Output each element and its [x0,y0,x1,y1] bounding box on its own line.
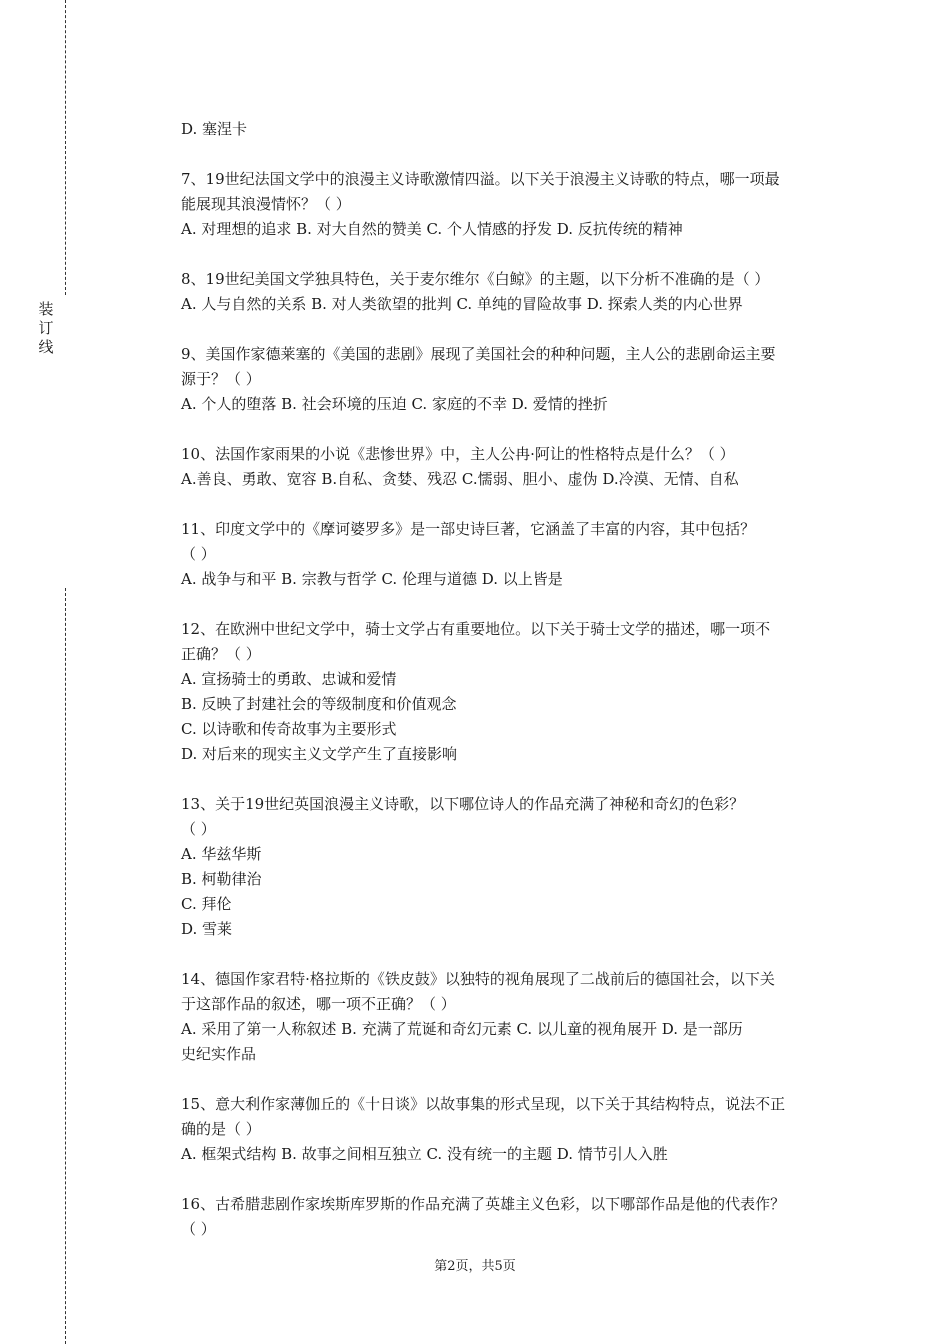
text-line: 正确？（ ） [181,645,261,663]
text-line: 15、意大利作家薄伽丘的《十日谈》以故事集的形式呈现，以下关于其结构特点，说法不正 [181,1095,786,1113]
text-line: A. 宣扬骑士的勇敢、忠诚和爱情 [181,670,397,688]
text-line: 10、法国作家雨果的小说《悲惨世界》中，主人公冉·阿让的性格特点是什么？（ ） [181,445,735,463]
binding-char: 订 [38,319,54,337]
text-line: B. 柯勒律治 [181,870,262,888]
text-line: A. 人与自然的关系 B. 对人类欲望的批判 C. 单纯的冒险故事 D. 探索人类的内心世界 [181,295,743,313]
text-line: （ ） [181,545,216,563]
line-gap [181,142,853,167]
text-line: A. 对理想的追求 B. 对大自然的赞美 C. 个人情感的抒发 D. 反抗传统的精神 [181,220,683,238]
text-line: A. 华兹华斯 [181,845,262,863]
line-gap [181,317,853,342]
binding-label [36,300,56,357]
text-line: 12、在欧洲中世纪文学中，骑士文学占有重要地位。以下关于骑士文学的描述，哪一项不 [181,620,771,638]
text-line: 8、19世纪美国文学独具特色，关于麦尔维尔《白鲸》的主题，以下分析不准确的是（ ） [181,270,770,288]
line-gap [181,417,853,442]
text-line: （ ） [181,1220,216,1238]
binding-dashed-line-top [65,0,66,295]
text-line: 确的是（ ） [181,1120,261,1138]
line-gap [181,592,853,617]
text-line: 于这部作品的叙述，哪一项不正确？（ ） [181,995,456,1013]
text-line: 9、美国作家德莱塞的《美国的悲剧》展现了美国社会的种种问题，主人公的悲剧命运主要 [181,345,776,363]
text-line: C. 拜伦 [181,895,232,913]
line-gap [181,942,853,967]
text-line: A.善良、勇敢、宽容 B.自私、贪婪、残忍 C.懦弱、胆小、虚伪 D.冷漠、无情、自私 [181,470,739,488]
text-line: D. 雪莱 [181,920,233,938]
text-line: （ ） [181,820,216,838]
binding-char: 线 [38,338,54,356]
text-line: 13、关于19世纪英国浪漫主义诗歌，以下哪位诗人的作品充满了神秘和奇幻的色彩？ [181,795,745,813]
line-gap [181,1167,853,1192]
text-line: A. 框架式结构 B. 故事之间相互独立 C. 没有统一的主题 D. 情节引人入胜 [181,1145,668,1163]
text-line: D. 塞涅卡 [181,120,248,138]
exam-content [181,117,853,1242]
text-line: 史纪实作品 [181,1045,257,1063]
text-line: A. 战争与和平 B. 宗教与哲学 C. 伦理与道德 D. 以上皆是 [181,570,563,588]
binding-dashed-line-bottom [65,588,66,1344]
page-footer: 第2页，共5页 [434,1259,516,1274]
text-line: 源于？（ ） [181,370,261,388]
text-line: 7、19世纪法国文学中的浪漫主义诗歌激情四溢。以下关于浪漫主义诗歌的特点，哪一项最 [181,170,780,188]
text-line: A. 个人的堕落 B. 社会环境的压迫 C. 家庭的不幸 D. 爱情的挫折 [181,395,608,413]
text-line: 11、印度文学中的《摩诃婆罗多》是一部史诗巨著，它涵盖了丰富的内容，其中包括？ [181,520,756,538]
line-gap [181,242,853,267]
binding-char: 装 [38,300,54,318]
line-gap [181,1067,853,1092]
text-line: 16、古希腊悲剧作家埃斯库罗斯的作品充满了英雄主义色彩，以下哪部作品是他的代表作？ [181,1195,786,1213]
text-line: D. 对后来的现实主义文学产生了直接影响 [181,745,458,763]
text-line: 14、德国作家君特·格拉斯的《铁皮鼓》以独特的视角展现了二战前后的德国社会，以下关 [181,970,775,988]
text-line: A. 采用了第一人称叙述 B. 充满了荒诞和奇幻元素 C. 以儿童的视角展开 D. 是一部历 [181,1020,743,1038]
text-line: B. 反映了封建社会的等级制度和价值观念 [181,695,457,713]
text-line: 能展现其浪漫情怀？（ ） [181,195,351,213]
line-gap [181,492,853,517]
line-gap [181,767,853,792]
text-line: C. 以诗歌和传奇故事为主要形式 [181,720,397,738]
